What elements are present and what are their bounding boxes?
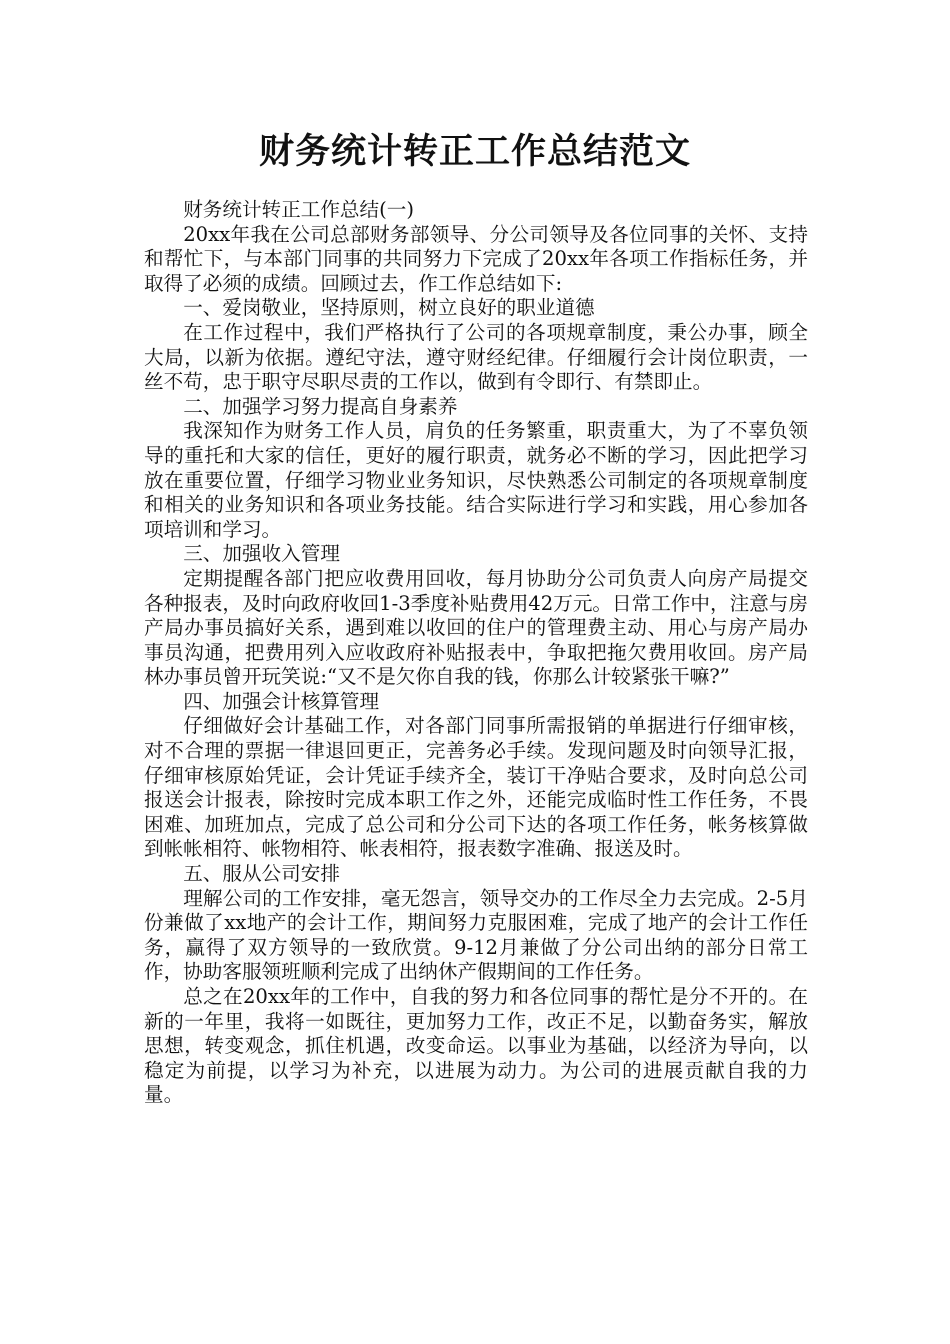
section-paragraph-3: 定期提醒各部门把应收费用回收，每月协助分公司负责人向房产局提交各种报表，及时向政府收回1-3季度补贴费用42万元。日常工作中，注意与房产局办事员搞好关系，遇到难以收回的住户的管理费主动、用心与房产局办事员沟通，把费用列入应收政府补贴报表中，争取把拖欠费用收回。房产局林办事员曾开玩笑说:“又不是欠你自我的钱，你那么计较紧张干嘛?” (144, 566, 808, 689)
conclusion-paragraph: 总之在20xx年的工作中，自我的努力和各位同事的帮忙是分不开的。在新的一年里，我将一如既往，更加努力工作，改正不足，以勤奋务实，解放思想，转变观念，抓住机遇，改变命运。以事业为基础，以经济为导向，以稳定为前提，以学习为补充，以进展为动力。为公司的进展贡献自我的力量。 (144, 985, 808, 1107)
document-title: 财务统计转正工作总结范文 (258, 131, 691, 172)
section-paragraph-4: 仔细做好会计基础工作，对各部门同事所需报销的单据进行仔细审核，对不合理的票据一律退回更正，完善务必手续。发现问题及时向领导汇报，仔细审核原始凭证，会计凭证手续齐全，装订干净贴合要求，及时向总公司报送会计报表，除按时完成本职工作之外，还能完成临时性工作任务，不畏困难、加班加点，完成了总公司和分公司下达的各项工作任务，帐务核算做到帐帐相符、帐物相符、帐表相符，报表数字准确、报送及时。 (144, 714, 808, 861)
section-subtitle: 财务统计转正工作总结(一) (183, 198, 415, 221)
section-paragraph-1: 在工作过程中，我们严格执行了公司的各项规章制度，秉公办事，顾全大局，以新为依据。遵纪守法，遵守财经纪律。仔细履行会计岗位职责，一丝不苟，忠于职守尽职尽责的工作以，做到有令即行、有禁即止。 (144, 320, 808, 394)
intro-paragraph: 20xx年我在公司总部财务部领导、分公司领导及各位同事的关怀、支持和帮忙下，与本部门同事的共同努力下完成了20xx年各项工作指标任务，并取得了必须的成绩。回顾过去，作工作总结如下: (144, 222, 808, 295)
section-heading-3: 三、加强收入管理 (183, 542, 340, 566)
document-body (144, 198, 808, 1108)
section-paragraph-5: 理解公司的工作安排，毫无怨言，领导交办的工作尽全力去完成。2-5月份兼做了xx地产的会计工作，期间努力克服困难，完成了地产的会计工作任务，赢得了双方领导的一致欣赏。9-12月兼做了分公司出纳的部分日常工作，协助客服领班顺利完成了出纳休产假期间的工作任务。 (144, 886, 808, 984)
section-heading-2: 二、加强学习努力提高自身素养 (183, 394, 458, 418)
section-heading-5: 五、服从公司安排 (183, 862, 340, 886)
section-heading-4: 四、加强会计核算管理 (183, 689, 380, 713)
section-heading-1: 一、爱岗敬业，坚持原则，树立良好的职业道德 (183, 296, 595, 320)
section-paragraph-2: 我深知作为财务工作人员，肩负的任务繁重，职责重大，为了不辜负领导的重托和大家的信任，更好的履行职责，就务必不断的学习，因此把学习放在重要位置，仔细学习物业业务知识，尽快熟悉公司制定的各项规章制度和相关的业务知识和各项业务技能。结合实际进行学习和实践，用心参加各项培训和学习。 (144, 419, 808, 541)
